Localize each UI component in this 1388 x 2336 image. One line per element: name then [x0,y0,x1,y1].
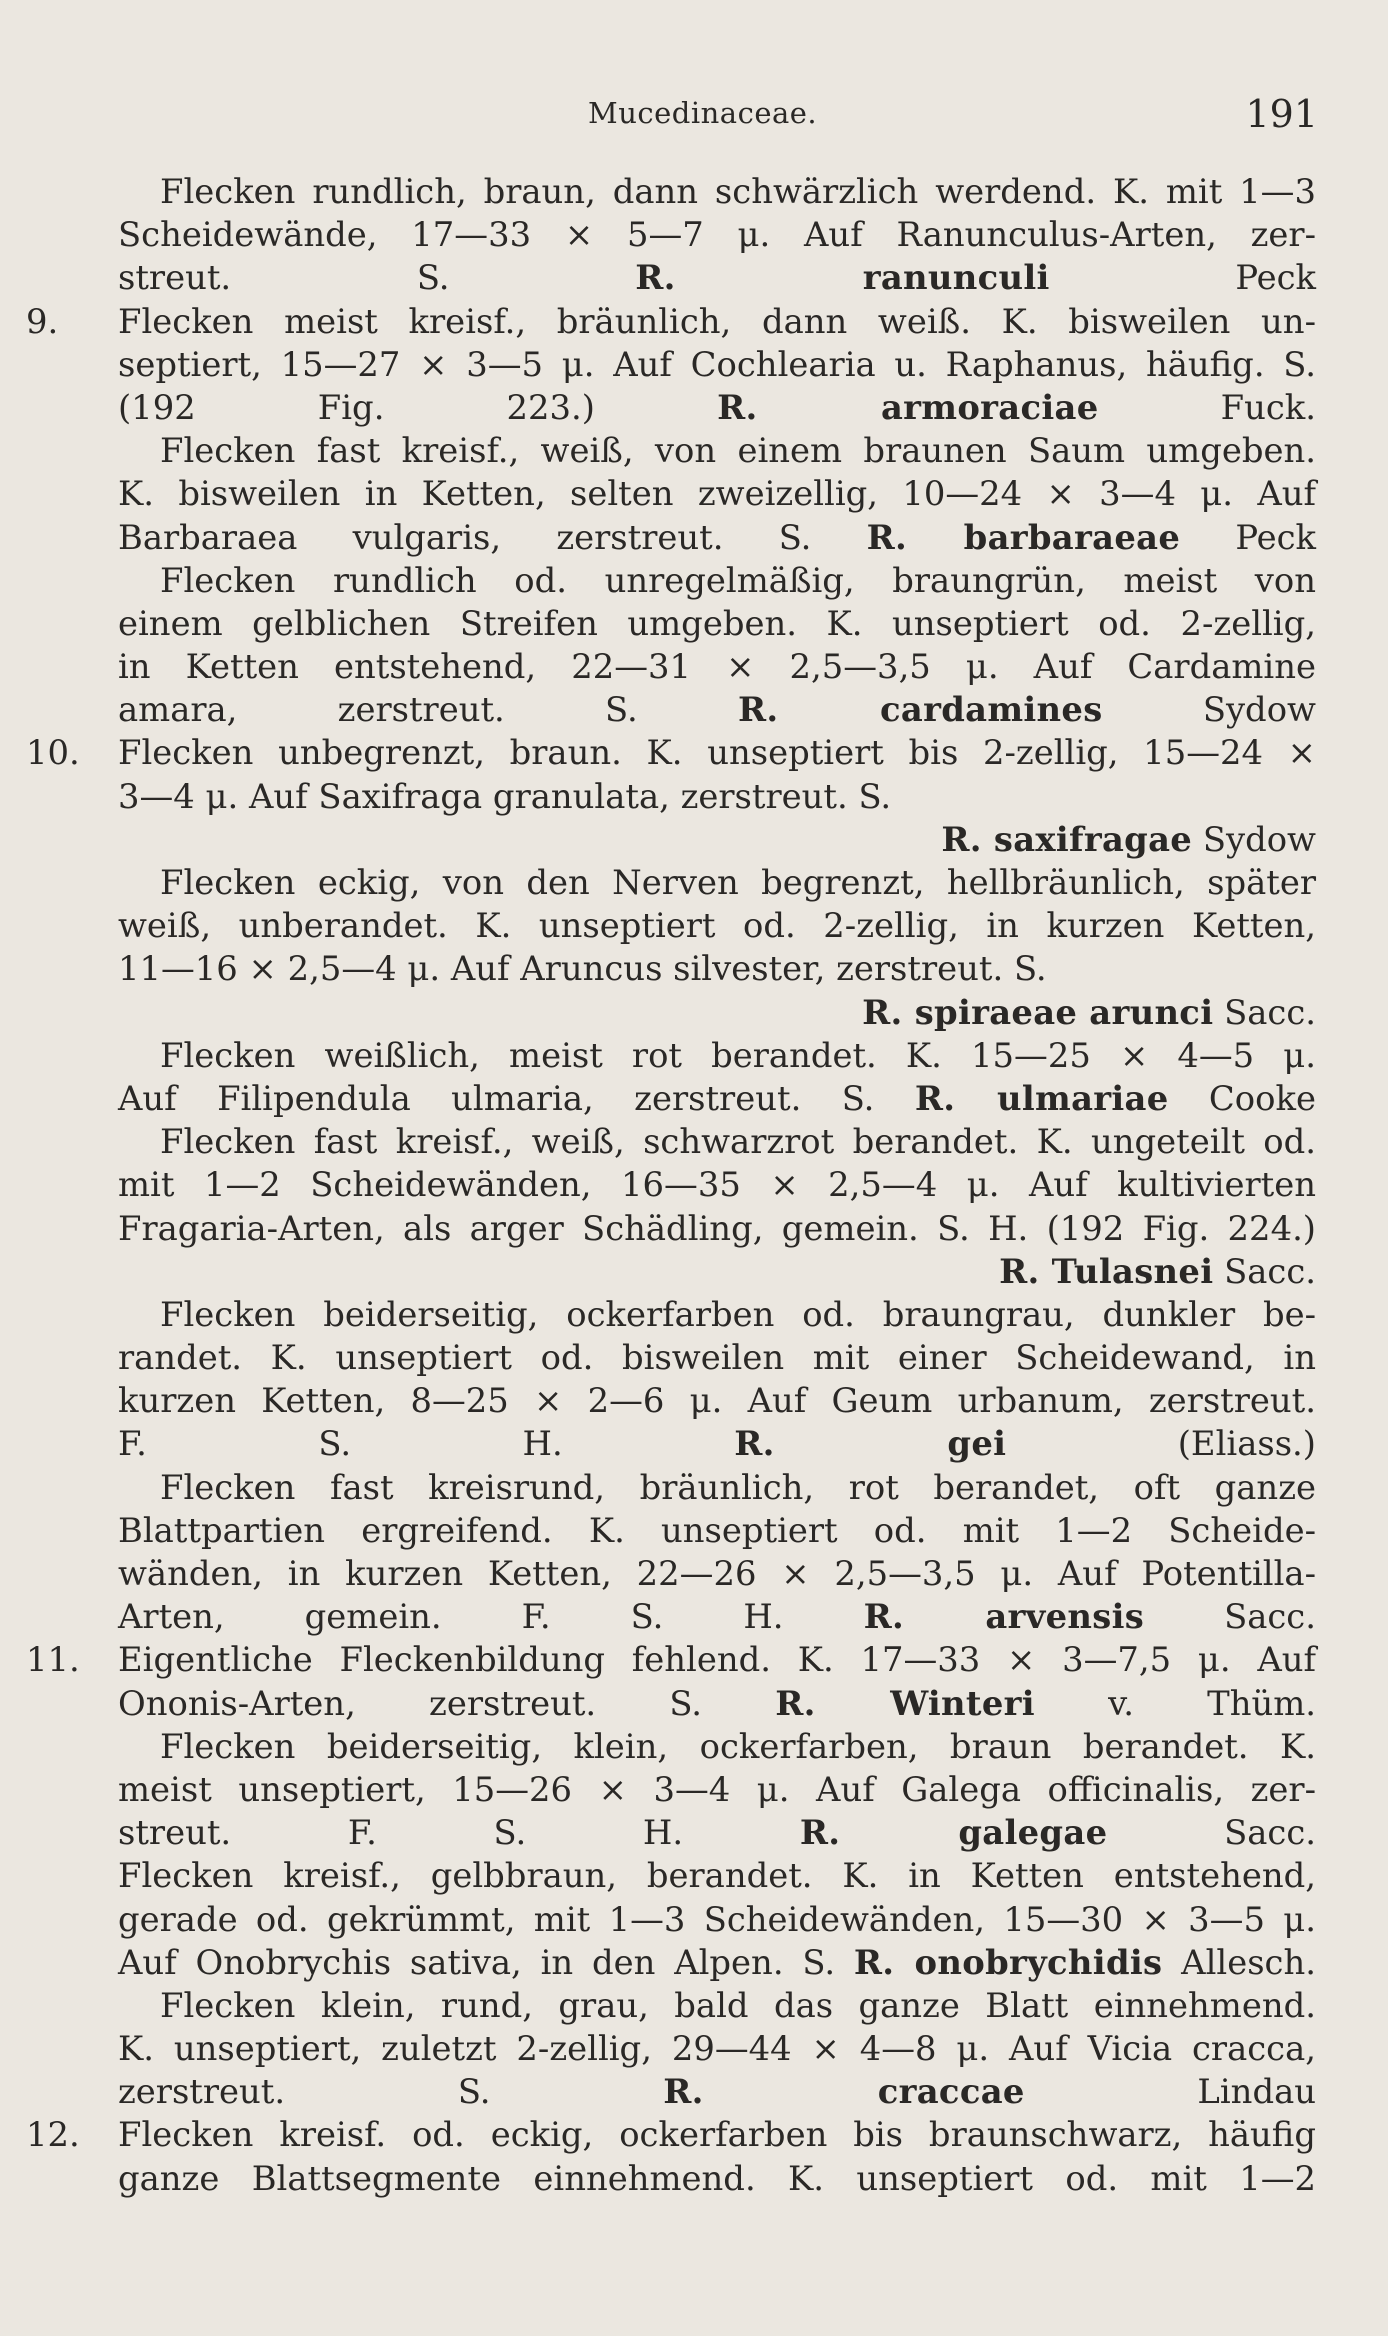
text-line [118,645,1316,688]
taxon-name: R. galegae [799,1812,1108,1853]
text-line [118,1768,1316,1811]
taxon-name: R. Tulasnei [999,1250,1214,1291]
line-text: weiß, unberandet. K. unseptiert od. 2-zellig, in kurzen Ketten, [118,906,1316,946]
line-text: septiert, 15—27 × 3—5 μ. Auf Cochlearia u. Raphanus, häufig. S. [118,344,1316,384]
line-text: wänden, in kurzen Ketten, 22—26 × 2,5—3,5 μ. Auf Potentilla- [118,1554,1316,1593]
running-head: Mucedinaceae. [588,96,818,130]
text-line [118,1120,1316,1163]
taxon-author: Cooke [1208,1078,1316,1118]
line-text: streut. S. [118,258,450,298]
line-text: Flecken weißlich, meist rot berandet. K. 15—25 × 4—5 μ. [160,1035,1316,1075]
line-text: einem gelblichen Streifen umgeben. K. unseptiert od. 2-zellig, [118,603,1316,643]
taxon-name: R. arvensis [863,1596,1145,1637]
line-text: Flecken rundlich, braun, dann schwärzlich werdend. K. mit 1—3 [160,172,1316,211]
line-text: Blattpartien ergreifend. K. unseptiert od. mit 1—2 Scheide- [118,1510,1316,1550]
line-text: Flecken kreisf. od. eckig, ockerfarben bis braunschwarz, häufig [118,2115,1316,2155]
taxon-name: R. gei [734,1423,1007,1464]
line-text: Flecken kreisf., gelbbraun, berandet. K. in Ketten entstehend, [118,1856,1316,1896]
line-text: Flecken fast kreisrund, bräunlich, rot berandet, oft ganze [160,1467,1316,1507]
text-line [118,1854,1316,1897]
text-line [118,1466,1316,1509]
taxon-name: R. saxifragae [941,818,1193,859]
text-line [118,1682,1316,1725]
taxon-name: R. cardamines [738,689,1103,730]
text-line [118,991,1316,1034]
text-line [118,1207,1316,1250]
text-line [118,1250,1316,1293]
line-text: Eigentliche Fleckenbildung fehlend. K. 17—33 × 3—7,5 μ. Auf [118,1640,1316,1680]
text-line [118,1552,1316,1595]
line-text: Flecken klein, rund, grau, bald das ganze Blatt einnehmend. [160,1985,1316,2025]
key-number: 10. [26,733,80,773]
line-text: K. unseptiert, zuletzt 2-zellig, 29—44 × 4—8 μ. Auf Vicia cracca, [118,2029,1316,2069]
taxon-name: R. onobrychidis [853,1941,1163,1982]
line-text: Flecken fast kreisf., weiß, von einem braunen Saum umgeben. [160,431,1316,471]
text-line [118,429,1316,472]
text-line [118,1595,1316,1638]
line-text: Flecken fast kreisf., weiß, schwarzrot berandet. K. ungeteilt od. [160,1122,1316,1162]
line-text: Flecken beiderseitig, ockerfarben od. braungrau, dunkler be- [160,1294,1316,1334]
text-line [118,1811,1316,1854]
text-line [118,602,1316,645]
text-line [118,1509,1316,1552]
taxon-author: Lindau [1197,2072,1316,2112]
taxon-name: R. ranunculi [635,257,1050,298]
taxon-author: Sacc. [1224,992,1316,1032]
text-line [118,170,1316,213]
text-line [118,947,1316,990]
line-text: Scheidewände, 17—33 × 5—7 μ. Auf Ranunculus-Arten, zer- [118,215,1316,255]
taxon-name: R. barbaraeae [866,516,1181,557]
key-number: 9. [26,301,59,341]
text-line [26,300,1316,343]
text-line [118,2027,1316,2070]
text-line [118,775,1316,818]
line-text: gerade od. gekrümmt, mit 1—3 Scheidewänden, 15—30 × 3—5 μ. [118,1899,1316,1939]
taxon-author: Allesch. [1181,1942,1316,1982]
page-header [0,92,1388,142]
text-line [118,1725,1316,1768]
taxon-author: Sydow [1202,690,1316,730]
line-text: in Ketten entstehend, 22—31 × 2,5—3,5 μ. Auf Cardamine [118,647,1316,687]
text-line [26,2113,1316,2156]
text-line [26,1638,1316,1681]
text-line [118,818,1316,861]
taxon-author: Peck [1235,517,1316,557]
text-line [118,1077,1316,1120]
line-text: Auf Onobrychis sativa, in den Alpen. S. [118,1942,836,1982]
line-text: randet. K. unseptiert od. bisweilen mit einer Scheidewand, in [118,1338,1316,1378]
line-text: Fragaria-Arten, als arger Schädling, gemein. S. H. (192 Fig. 224.) [118,1208,1316,1248]
text-line [118,1422,1316,1465]
taxon-author: (Eliass.) [1177,1424,1316,1464]
text-line [118,861,1316,904]
text-line [118,213,1316,256]
line-text: Flecken eckig, von den Nerven begrenzt, hellbräunlich, später [160,863,1316,902]
text-line [118,1898,1316,1941]
taxon-author: Fuck. [1220,387,1316,427]
line-text: Flecken rundlich od. unregelmäßig, braungrün, meist von [160,560,1316,600]
taxon-name: R. ulmariae [914,1077,1169,1118]
line-text: Ononis-Arten, zerstreut. S. [118,1683,703,1723]
body-text [26,170,1317,2200]
text-line [118,1941,1316,1984]
line-text: zerstreut. S. [118,2072,491,2112]
taxon-name: R. Winteri [775,1682,1035,1723]
text-line [118,343,1316,386]
text-line [118,688,1316,731]
line-text: kurzen Ketten, 8—25 × 2—6 μ. Auf Geum urbanum, zerstreut. [118,1381,1316,1421]
taxon-author: Sacc. [1224,1251,1316,1291]
taxon-author: Sacc. [1224,1597,1316,1637]
taxon-name: R. spiraeae arunci [862,991,1214,1032]
line-text: streut. F. S. H. [118,1813,684,1853]
line-text: Barbaraea vulgaris, zerstreut. S. [118,517,812,557]
taxon-author: Peck [1235,258,1317,298]
line-text: 11—16 × 2,5—4 μ. Auf Aruncus silvester, zerstreut. S. [118,949,1047,989]
line-text: amara, zerstreut. S. [118,690,638,730]
line-text: K. bisweilen in Ketten, selten zweizellig, 10—24 × 3—4 μ. Auf [118,474,1316,514]
text-line [118,1984,1316,2027]
line-text: Flecken unbegrenzt, braun. K. unseptiert bis 2-zellig, 15—24 × [118,733,1316,773]
text-line [26,731,1316,774]
line-text: Flecken beiderseitig, klein, ockerfarben, braun berandet. K. [160,1726,1316,1766]
text-line [118,2157,1316,2200]
line-text: Flecken meist kreisf., bräunlich, dann weiß. K. bisweilen un- [118,301,1316,341]
text-line [118,1163,1316,1206]
line-text: mit 1—2 Scheidewänden, 16—35 × 2,5—4 μ. Auf kultivierten [118,1165,1316,1205]
line-text: 3—4 μ. Auf Saxifraga granulata, zerstreut. S. [118,776,892,816]
line-text: F. S. H. [118,1424,563,1464]
key-number: 11. [26,1640,80,1680]
text-line [118,1336,1316,1379]
taxon-author: v. Thüm. [1108,1683,1317,1723]
taxon-author: Sacc. [1224,1813,1316,1853]
text-line [118,386,1316,429]
text-line [118,1034,1316,1077]
line-text: ganze Blattsegmente einnehmend. K. unseptiert od. mit 1—2 [118,2158,1316,2198]
page-number: 191 [1245,92,1318,136]
line-text: Auf Filipendula ulmaria, zerstreut. S. [118,1078,875,1118]
text-line [118,559,1316,602]
key-number: 12. [26,2115,80,2155]
text-line [118,904,1316,947]
text-line [118,256,1316,299]
taxon-author: Sydow [1202,819,1316,859]
line-text: (192 Fig. 223.) [118,387,595,427]
taxon-name: R. armoraciae [717,386,1099,427]
line-text: meist unseptiert, 15—26 × 3—4 μ. Auf Galega officinalis, zer- [118,1769,1316,1809]
taxon-name: R. craccae [663,2071,1025,2112]
text-line [118,1379,1316,1422]
text-line [118,472,1316,515]
line-text: Arten, gemein. F. S. H. [118,1597,784,1637]
text-line [118,1293,1316,1336]
text-line [118,516,1316,559]
text-line [118,2070,1316,2113]
